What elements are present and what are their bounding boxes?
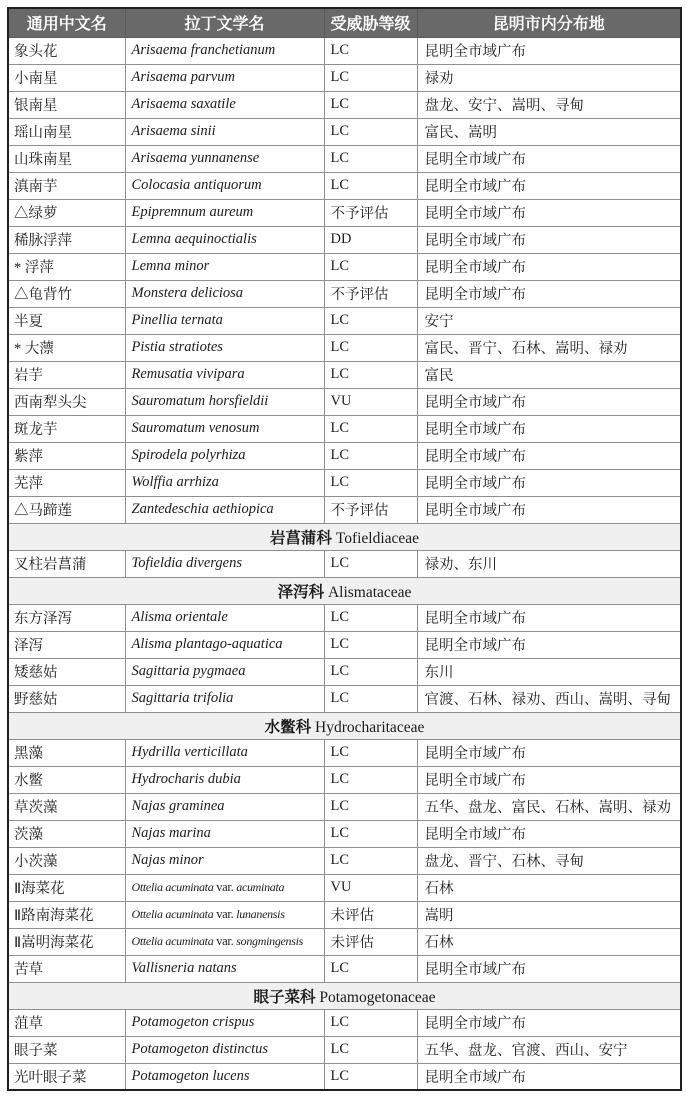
table-row [8,1036,681,1063]
common-name-cell: 斑龙芋 [8,415,125,442]
distribution-cell: 昆明全市域广布 [417,253,681,280]
latin-name-cell: Wolffia arrhiza [125,469,324,496]
table-row [8,145,681,172]
latin-name-cell: Remusatia vivipara [125,361,324,388]
table-row [8,955,681,982]
latin-name-cell: Hydrocharis dubia [125,766,324,793]
distribution-cell: 昆明全市域广布 [417,226,681,253]
table-row [8,64,681,91]
common-name-cell: 眼子菜 [8,1036,125,1063]
family-name-latin: Alismataceae [324,583,412,601]
family-section-row [8,523,681,550]
table-row [8,442,681,469]
distribution-cell: 昆明全市域广布 [417,415,681,442]
common-name-cell: 茨藻 [8,820,125,847]
latin-name-cell: Ottelia acuminata var. acuminata [125,874,324,901]
common-name-cell: 西南犁头尖 [8,388,125,415]
common-name-cell: 矮慈姑 [8,658,125,685]
latin-name-cell: Potamogeton crispus [125,1009,324,1036]
threat-level-cell: LC [324,550,417,577]
latin-name-cell: Sagittaria pygmaea [125,658,324,685]
distribution-cell: 富民 [417,361,681,388]
threat-level-cell: 不予评估 [324,199,417,226]
table-row [8,739,681,766]
common-name-cell: △马蹄莲 [8,496,125,523]
family-name-latin: Potamogetonaceae [315,988,436,1006]
latin-name-cell: Sagittaria trifolia [125,685,324,712]
latin-name-cell: Vallisneria natans [125,955,324,982]
latin-name-cell: Hydrilla verticillata [125,739,324,766]
common-name-cell: * 浮萍 [8,253,125,280]
threat-level-cell: LC [324,253,417,280]
latin-name-cell: Zantedeschia aethiopica [125,496,324,523]
table-body [8,37,681,1090]
family-section-label [8,577,681,604]
family-section-row [8,577,681,604]
threat-level-cell: LC [324,307,417,334]
latin-name-cell: Najas graminea [125,793,324,820]
header-row [8,8,681,37]
latin-name-cell: Tofieldia divergens [125,550,324,577]
latin-name-cell: Arisaema saxatile [125,91,324,118]
latin-name-cell: Potamogeton lucens [125,1063,324,1090]
common-name-cell: 水鳖 [8,766,125,793]
distribution-cell: 五华、盘龙、富民、石林、嵩明、禄劝 [417,793,681,820]
column-header-threat-level: 受威胁等级 [324,8,417,37]
table-row [8,253,681,280]
table-row [8,901,681,928]
distribution-cell: 安宁 [417,307,681,334]
family-name-latin: Hydrocharitaceae [311,718,425,736]
common-name-cell: △龟背竹 [8,280,125,307]
table-row [8,685,681,712]
table-row [8,847,681,874]
table-row [8,496,681,523]
distribution-cell: 禄劝、东川 [417,550,681,577]
common-name-cell: 半夏 [8,307,125,334]
family-name-latin: Tofieldiaceae [331,529,420,547]
distribution-cell: 昆明全市域广布 [417,469,681,496]
common-name-cell: 瑶山南星 [8,118,125,145]
threat-level-cell: LC [324,847,417,874]
table-row [8,361,681,388]
table-row [8,37,681,64]
latin-name-cell: Lemna aequinoctialis [125,226,324,253]
threat-level-cell: LC [324,631,417,658]
distribution-cell: 昆明全市域广布 [417,955,681,982]
latin-name-cell: Alisma orientale [125,604,324,631]
common-name-cell: 岩芋 [8,361,125,388]
family-section-label [8,982,681,1009]
table-row [8,658,681,685]
common-name-cell: 象头花 [8,37,125,64]
distribution-cell: 昆明全市域广布 [417,496,681,523]
threat-level-cell: VU [324,388,417,415]
threat-level-cell: LC [324,145,417,172]
latin-name-cell: Najas minor [125,847,324,874]
family-section-row [8,982,681,1009]
distribution-cell: 昆明全市域广布 [417,766,681,793]
table-row [8,91,681,118]
common-name-cell: 草茨藻 [8,793,125,820]
table-row [8,631,681,658]
table-row [8,793,681,820]
family-section-label [8,712,681,739]
threat-level-cell: LC [324,1009,417,1036]
latin-name-cell: Sauromatum horsfieldii [125,388,324,415]
threat-level-cell: DD [324,226,417,253]
distribution-cell: 禄劝 [417,64,681,91]
threat-level-cell: LC [324,766,417,793]
latin-name-cell: Lemna minor [125,253,324,280]
latin-name-cell: Alisma plantago-aquatica [125,631,324,658]
common-name-cell: 紫萍 [8,442,125,469]
distribution-cell: 昆明全市域广布 [417,388,681,415]
threat-level-cell: LC [324,658,417,685]
distribution-cell: 昆明全市域广布 [417,442,681,469]
distribution-cell: 昆明全市域广布 [417,172,681,199]
family-section-row [8,712,681,739]
latin-name-cell: Pistia stratiotes [125,334,324,361]
common-name-cell: 野慈姑 [8,685,125,712]
latin-name-cell: Pinellia ternata [125,307,324,334]
threat-level-cell: LC [324,37,417,64]
common-name-cell: 山珠南星 [8,145,125,172]
threat-level-cell: LC [324,793,417,820]
common-name-cell: 黑藻 [8,739,125,766]
latin-name-cell: Ottelia acuminata var. lunanensis [125,901,324,928]
threat-level-cell: LC [324,604,417,631]
distribution-cell: 富民、嵩明 [417,118,681,145]
table-row [8,766,681,793]
threat-level-cell: 不予评估 [324,496,417,523]
table-row [8,1009,681,1036]
threat-level-cell: LC [324,469,417,496]
distribution-cell: 昆明全市域广布 [417,604,681,631]
threat-level-cell: VU [324,874,417,901]
common-name-cell: 东方泽泻 [8,604,125,631]
threat-level-cell: LC [324,1063,417,1090]
common-name-cell: Ⅱ嵩明海菜花 [8,928,125,955]
latin-name-cell: Arisaema parvum [125,64,324,91]
latin-name-cell: Epipremnum aureum [125,199,324,226]
latin-name-cell: Monstera deliciosa [125,280,324,307]
common-name-cell: △绿萝 [8,199,125,226]
distribution-cell: 昆明全市域广布 [417,631,681,658]
distribution-cell: 昆明全市域广布 [417,1009,681,1036]
threat-level-cell: LC [324,1036,417,1063]
common-name-cell: Ⅱ路南海菜花 [8,901,125,928]
distribution-cell: 昆明全市域广布 [417,37,681,64]
threat-level-cell: LC [324,685,417,712]
threat-level-cell: LC [324,442,417,469]
distribution-cell: 盘龙、安宁、嵩明、寻甸 [417,91,681,118]
table-row [8,388,681,415]
distribution-cell: 石林 [417,928,681,955]
table-row [8,199,681,226]
threat-level-cell: LC [324,820,417,847]
latin-name-cell: Spirodela polyrhiza [125,442,324,469]
family-name-chinese: 岩菖蒲科 [269,529,332,547]
distribution-cell: 昆明全市域广布 [417,199,681,226]
common-name-cell: 菹草 [8,1009,125,1036]
table-row [8,118,681,145]
threat-level-cell: LC [324,64,417,91]
common-name-cell: 银南星 [8,91,125,118]
table-row [8,307,681,334]
species-distribution-table [7,7,682,1091]
common-name-cell: 光叶眼子菜 [8,1063,125,1090]
threat-level-cell: LC [324,955,417,982]
distribution-cell: 昆明全市域广布 [417,739,681,766]
threat-level-cell: LC [324,91,417,118]
distribution-cell: 石林 [417,874,681,901]
threat-level-cell: LC [324,118,417,145]
threat-level-cell: LC [324,415,417,442]
table-row [8,550,681,577]
threat-level-cell: LC [324,739,417,766]
common-name-cell: 稀脉浮萍 [8,226,125,253]
threat-level-cell: 不予评估 [324,280,417,307]
distribution-cell: 昆明全市域广布 [417,820,681,847]
distribution-cell: 东川 [417,658,681,685]
distribution-cell: 昆明全市域广布 [417,280,681,307]
latin-name-cell: Sauromatum venosum [125,415,324,442]
table-row [8,604,681,631]
table-row [8,1063,681,1090]
family-section-label [8,523,681,550]
latin-name-cell: Arisaema yunnanense [125,145,324,172]
table-row [8,874,681,901]
threat-level-cell: LC [324,361,417,388]
threat-level-cell: LC [324,172,417,199]
column-header-common-name: 通用中文名 [8,8,125,37]
common-name-cell: 小茨藻 [8,847,125,874]
threat-level-cell: LC [324,334,417,361]
column-header-distribution: 昆明市内分布地 [417,8,681,37]
family-name-chinese: 泽泻科 [277,583,325,601]
latin-name-cell: Colocasia antiquorum [125,172,324,199]
common-name-cell: Ⅱ海菜花 [8,874,125,901]
distribution-cell: 富民、晋宁、石林、嵩明、禄劝 [417,334,681,361]
latin-name-cell: Potamogeton distinctus [125,1036,324,1063]
common-name-cell: 叉柱岩菖蒲 [8,550,125,577]
table-header [8,8,681,37]
distribution-cell: 五华、盘龙、官渡、西山、安宁 [417,1036,681,1063]
table-row [8,469,681,496]
table-row [8,334,681,361]
latin-name-cell: Ottelia acuminata var. songmingensis [125,928,324,955]
table-row [8,928,681,955]
table-row [8,820,681,847]
latin-name-cell: Arisaema sinii [125,118,324,145]
table-row [8,172,681,199]
latin-name-cell: Arisaema franchetianum [125,37,324,64]
threat-level-cell: 未评估 [324,901,417,928]
table-row [8,280,681,307]
distribution-cell: 盘龙、晋宁、石林、寻甸 [417,847,681,874]
common-name-cell: 泽泻 [8,631,125,658]
table-row [8,415,681,442]
common-name-cell: 芜萍 [8,469,125,496]
family-name-chinese: 水鳖科 [264,718,312,736]
latin-name-cell: Najas marina [125,820,324,847]
threat-level-cell: 未评估 [324,928,417,955]
distribution-cell: 嵩明 [417,901,681,928]
common-name-cell: 苦草 [8,955,125,982]
common-name-cell: * 大薸 [8,334,125,361]
common-name-cell: 小南星 [8,64,125,91]
distribution-cell: 官渡、石林、禄劝、西山、嵩明、寻甸 [417,685,681,712]
family-name-chinese: 眼子菜科 [253,988,316,1006]
distribution-cell: 昆明全市域广布 [417,1063,681,1090]
column-header-latin-name: 拉丁文学名 [125,8,324,37]
common-name-cell: 滇南芋 [8,172,125,199]
distribution-cell: 昆明全市域广布 [417,145,681,172]
table-row [8,226,681,253]
